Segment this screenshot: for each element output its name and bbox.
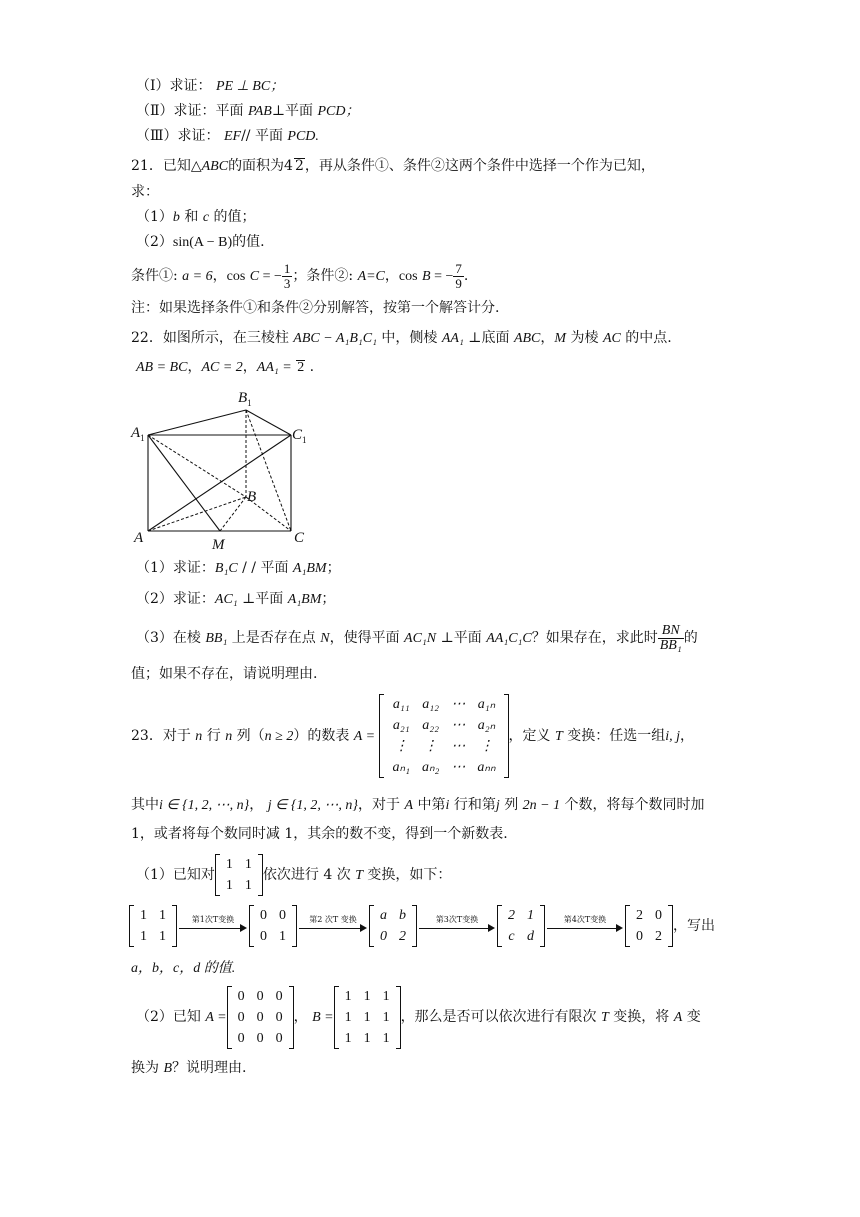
matrix-cell: 1 — [159, 929, 166, 944]
q21-ask: 求： — [131, 184, 159, 200]
matrix-cell: 2 — [508, 908, 515, 923]
matrix-cell: 0 — [256, 988, 264, 1004]
text: 的中点. — [620, 330, 672, 346]
q21-note: 注：如果选择条件①和条件②分别解答，按第一个解答计分. — [131, 300, 500, 316]
matrix-cell: 1 — [140, 929, 147, 944]
q22-sub3 — [136, 620, 698, 657]
q23-sub1-ask — [131, 958, 235, 979]
part-tag: （3）在棱 — [136, 630, 206, 646]
segment-AC1 — [148, 435, 291, 531]
text: 列 — [499, 797, 523, 813]
text: ，再从条件①、条件②这两个条件中选择一个作为已知， — [304, 158, 655, 174]
q22-sub1 — [136, 558, 341, 579]
text: ⊥平面 — [436, 630, 487, 646]
math-expr: N — [320, 631, 330, 646]
matrix-step0 — [129, 905, 177, 947]
math-expr: AA₁ = — [256, 360, 296, 375]
q22-given — [136, 357, 314, 378]
text: ， — [540, 330, 555, 346]
text: 变换，如下： — [362, 867, 452, 883]
q21-conditions: 条件①: a = 6，cos C = − $\frac{1}{3}$ ；条件②: A=C，cos B = − $\frac{7}{9}$ . — [131, 260, 469, 291]
math-expr: ABC − A₁B₁C₁ — [293, 331, 377, 346]
math-expr: M — [554, 331, 567, 346]
text: ？如果存在，求此时 — [531, 630, 658, 646]
text: // 平面 — [241, 128, 283, 144]
math-expr: AA₁C₁C — [486, 631, 532, 646]
matrix-cell: ⋮ — [479, 739, 494, 754]
math-expr: A = — [353, 729, 376, 744]
matrix-row — [232, 1028, 289, 1049]
matrix-cell: ⋮ — [394, 739, 409, 754]
matrix-row — [502, 926, 540, 947]
text: 其中 — [131, 797, 159, 813]
segment-B1C — [246, 410, 291, 531]
math-expr: PE ⊥ BC； — [215, 79, 285, 94]
text: 依次进行 4 次 — [262, 867, 356, 883]
matrix-cell: 1 — [279, 929, 286, 944]
math-expr: A = — [205, 1010, 227, 1025]
math-expr: i ∈ {1, 2, ⋯, n} — [159, 798, 250, 813]
q22-sub2 — [136, 589, 335, 610]
matrix-row — [339, 1007, 396, 1028]
matrix-row — [374, 905, 412, 926]
matrix-ones — [215, 854, 263, 896]
text: 变换，将 — [608, 1009, 674, 1025]
matrix-cell: 0 — [237, 1030, 245, 1046]
question-number: 21． — [131, 158, 163, 174]
math-expr: sin(A − B) — [172, 235, 233, 250]
arrow-step2 — [299, 915, 367, 937]
denominator: 3 — [283, 275, 291, 291]
matrix-cell: 1 — [244, 878, 252, 893]
math-expr: i, j — [665, 729, 681, 744]
matrix-cell: 0 — [279, 908, 286, 923]
part-tag: （1）已知对 — [136, 867, 215, 883]
math-expr: B = — [312, 1010, 334, 1025]
math-expr: c — [202, 210, 210, 225]
arrow-label: 第2 次T 变换 — [309, 915, 357, 924]
math-expr: n — [195, 729, 203, 744]
matrix-cell: b — [399, 908, 406, 923]
matrix-step2 — [369, 905, 417, 947]
matrix-row — [134, 926, 172, 947]
matrix-cell: a₂ₙ — [477, 718, 496, 733]
q23-sub1 — [136, 852, 451, 899]
math-expr: n ≥ 2 — [264, 729, 294, 744]
fraction — [453, 262, 464, 291]
label-B1: $B_1$ — [238, 390, 252, 408]
matrix-cell: 1 — [344, 1009, 352, 1025]
text: ⊥底面 — [463, 330, 514, 346]
q21-sub1 — [136, 207, 256, 228]
math-expr: PCD. — [287, 129, 319, 144]
matrix-cell: 0 — [275, 988, 283, 1004]
matrix-cell: 0 — [275, 1009, 283, 1025]
matrix-cell: 1 — [382, 1009, 390, 1025]
text: ，定义 — [508, 728, 555, 744]
matrix-row — [220, 854, 258, 875]
matrix-cell: 1 — [344, 1030, 352, 1046]
math-expr: A — [404, 798, 414, 813]
q21-stem — [131, 156, 655, 177]
matrix-row — [374, 926, 412, 947]
matrix-cell: aₙ₂ — [421, 760, 440, 775]
text: ⊥平面 — [271, 103, 313, 119]
math-expr: PCD； — [317, 104, 360, 119]
text: ）的数表 — [293, 728, 354, 744]
text: 行 — [202, 728, 226, 744]
math-expr: AA₁ — [441, 331, 464, 346]
math-expr: AC — [602, 331, 621, 346]
arrow-label: 第1次T变换 — [191, 915, 235, 924]
q20-part3 — [136, 126, 319, 147]
matrix-cell: 1 — [382, 988, 390, 1004]
q23-transform-chain — [129, 902, 715, 950]
sqrt-radicand: 2 — [297, 360, 305, 375]
matrix-cell: 0 — [636, 929, 643, 944]
matrix-cell: 2 — [399, 929, 406, 944]
sqrt-radicand: 2 — [294, 158, 304, 174]
prism-figure — [128, 385, 318, 555]
matrix-cell: a — [380, 908, 387, 923]
matrix-B-ones — [334, 986, 401, 1049]
matrix-step1 — [249, 905, 297, 947]
math-expr: AC = 2 — [201, 360, 243, 375]
math-expr: A₁BM — [287, 592, 322, 607]
text: ，使得平面 — [329, 630, 405, 646]
text: 的值. — [232, 234, 265, 250]
text: ， — [293, 1009, 308, 1025]
math-expr: T — [601, 1010, 609, 1025]
text: = − — [430, 269, 454, 284]
text: ，那么是否可以依次进行有限次 — [400, 1009, 602, 1025]
q23-sub2 — [136, 984, 701, 1051]
matrix-cell: 1 — [527, 908, 534, 923]
matrix-cell: ⋯ — [451, 760, 466, 775]
matrix-row — [386, 715, 501, 736]
matrix-row — [339, 1028, 396, 1049]
matrix-cell: 0 — [380, 929, 387, 944]
text: 换为 — [131, 1060, 164, 1076]
label-C1: $C_1$ — [292, 427, 307, 445]
label-A1: $A_1$ — [131, 425, 145, 443]
text: 平面 — [215, 103, 244, 119]
text: ， — [680, 728, 695, 744]
matrix-A-zero — [227, 986, 294, 1049]
text: a，b，c，d 的值. — [131, 961, 236, 976]
numerator: 7 — [455, 260, 462, 276]
math-expr: BB₁ — [205, 631, 228, 646]
label-B: B — [247, 489, 257, 505]
q20-part2 — [136, 101, 359, 122]
part-tag: （Ⅱ）求证： — [136, 103, 216, 119]
matrix-cell: 0 — [275, 1030, 283, 1046]
matrix-cell: ⋯ — [451, 739, 466, 754]
text: ，对于 — [358, 797, 405, 813]
text: 已知△ — [162, 158, 202, 174]
text: ， — [242, 359, 257, 375]
part-tag: （1） — [136, 209, 173, 225]
matrix-cell: 2 — [655, 929, 662, 944]
matrix-cell: 0 — [260, 908, 267, 923]
text: 个数，将每个数同时加 — [560, 797, 705, 813]
text: 条件①: — [131, 268, 183, 284]
math-expr: n — [225, 729, 233, 744]
matrix-row — [232, 986, 289, 1007]
matrix-cell: a₂₂ — [422, 718, 440, 733]
math-expr: A₁BM — [292, 561, 327, 576]
matrix-cell: ⋯ — [451, 718, 466, 733]
part-tag: （Ⅰ）求证： — [136, 78, 212, 94]
question-number: 23． — [131, 728, 163, 744]
matrix-row — [254, 926, 292, 947]
text: 变 — [682, 1009, 701, 1025]
text: 中第 — [413, 797, 446, 813]
text: 行和第 — [449, 797, 496, 813]
matrix-row — [386, 757, 501, 778]
segment-A1B — [148, 435, 246, 497]
part-tag: （2）求证： — [136, 591, 215, 607]
matrix-cell: 1 — [244, 857, 252, 872]
part-tag: （2）已知 — [136, 1009, 206, 1025]
matrix-row — [630, 926, 668, 947]
matrix-cell: 1 — [344, 988, 352, 1004]
q23-stem — [131, 692, 694, 781]
text: 列（ — [232, 728, 265, 744]
text: ，cos — [212, 269, 246, 284]
matrix-row — [386, 694, 501, 715]
question-number: 22． — [131, 330, 163, 346]
text: 变换：任选一组 — [562, 728, 666, 744]
q23-line2 — [131, 795, 705, 816]
arrow-step4 — [547, 915, 623, 937]
arrow-step1 — [179, 915, 247, 937]
numerator: BN — [658, 624, 684, 639]
matrix-cell: 1 — [225, 857, 233, 872]
label-C: C — [294, 530, 305, 546]
math-expr: B — [163, 1061, 173, 1076]
math-expr: PAB — [247, 104, 272, 119]
q23-line3: 1，或者将每个数同时减 1，其余的数不变，得到一个新数表. — [131, 826, 508, 842]
text: 的值； — [209, 209, 256, 225]
denominator: 9 — [455, 275, 462, 291]
matrix-cell: 0 — [256, 1030, 264, 1046]
text: 的 — [683, 630, 698, 646]
math-expr: A — [673, 1010, 683, 1025]
math-expr: ABC — [513, 331, 541, 346]
text: ，cos — [384, 269, 418, 284]
math-expr: B₁C — [214, 561, 238, 576]
matrix-cell: a₁ₙ — [477, 697, 496, 712]
math-expr: T — [555, 729, 563, 744]
edge-AB — [148, 497, 246, 531]
text: ； — [321, 591, 336, 607]
text: 上是否存在点 — [227, 630, 321, 646]
text: 中，侧棱 — [376, 330, 442, 346]
matrix-cell: aₙ₁ — [392, 760, 410, 775]
text: ？说明理由. — [172, 1060, 247, 1076]
math-expr: B — [422, 269, 431, 284]
matrix-cell: 1 — [225, 878, 233, 893]
numerator: 1 — [283, 260, 291, 276]
matrix-cell: 1 — [159, 908, 166, 923]
matrix-cell: 1 — [363, 988, 371, 1004]
matrix-cell: c — [508, 929, 515, 944]
math-expr: A=C — [357, 269, 385, 284]
q23-sub2-cont — [131, 1058, 246, 1079]
matrix-cell: d — [527, 929, 534, 944]
math-expr: j ∈ {1, 2, ⋯, n} — [267, 798, 359, 813]
math-expr: AB = BC — [136, 360, 188, 375]
text: . — [305, 359, 315, 375]
fraction — [282, 262, 293, 291]
matrix-cell: a₁₂ — [422, 697, 440, 712]
text: = − — [259, 269, 282, 284]
matrix-row — [254, 905, 292, 926]
math-expr: b — [172, 210, 180, 225]
matrix-row — [220, 875, 258, 896]
matrix-row — [502, 905, 540, 926]
segment-A1M — [148, 435, 220, 531]
q21-sub2 — [136, 232, 265, 253]
q20-part1 — [136, 76, 284, 97]
matrix-cell: a₂₁ — [392, 718, 410, 733]
text: 对于 — [162, 728, 196, 744]
matrix-row — [232, 1007, 289, 1028]
arrow-label: 第4次T变换 — [563, 915, 607, 924]
matrix-cell: ⋯ — [451, 697, 466, 712]
matrix-cell: 1 — [382, 1030, 390, 1046]
math-expr: C — [249, 269, 260, 284]
matrix-cell: 0 — [260, 929, 267, 944]
text: / / 平面 — [237, 560, 293, 576]
text: 为棱 — [566, 330, 603, 346]
q22-stem — [131, 328, 672, 349]
math-expr: AC₁N — [404, 631, 437, 646]
matrix-cell: 0 — [237, 988, 245, 1004]
text: ， — [187, 359, 202, 375]
denominator: BB₁ — [659, 637, 682, 653]
matrix-cell: 0 — [256, 1009, 264, 1025]
math-expr: i — [445, 798, 450, 813]
matrix-step3 — [497, 905, 545, 947]
label-A: A — [134, 530, 144, 546]
matrix-row — [134, 905, 172, 926]
arrow-label: 第3次T变换 — [435, 915, 479, 924]
fraction — [658, 624, 684, 653]
matrix-cell: ⋮ — [423, 739, 438, 754]
matrix-cell: a₁₁ — [392, 697, 410, 712]
matrix-A-general — [379, 694, 508, 778]
segment-BM — [220, 497, 246, 531]
arrow-step3 — [419, 915, 495, 937]
text: ， — [249, 797, 268, 813]
matrix-cell: 2 — [636, 908, 643, 923]
matrix-cell: aₙₙ — [477, 760, 496, 775]
matrix-cell: 0 — [237, 1009, 245, 1025]
text: ，写出 — [673, 918, 715, 934]
text: 如图所示，在三棱柱 — [162, 330, 294, 346]
text: ⊥平面 — [237, 591, 288, 607]
matrix-row — [386, 736, 501, 757]
edge-B1C1 — [246, 410, 291, 435]
text: ； — [326, 560, 341, 576]
part-tag: （Ⅲ）求证： — [136, 128, 220, 144]
q22-sub3-cont: 值；如果不存在，请说明理由. — [131, 666, 318, 682]
part-tag: （1）求证： — [136, 560, 215, 576]
matrix-cell: 0 — [655, 908, 662, 923]
matrix-row — [339, 986, 396, 1007]
math-expr: T — [355, 868, 363, 883]
matrix-row — [630, 905, 668, 926]
math-expr: AC₁ — [214, 592, 238, 607]
matrix-cell: 1 — [363, 1009, 371, 1025]
matrix-cell: 1 — [363, 1030, 371, 1046]
math-expr: a = 6 — [182, 269, 213, 284]
text: ；条件②: — [292, 268, 358, 284]
matrix-cell: 1 — [140, 908, 147, 923]
matrix-step4 — [625, 905, 673, 947]
text: 和 — [179, 209, 203, 225]
part-tag: （2） — [136, 234, 173, 250]
text: 的面积为4 — [228, 158, 293, 174]
math-expr: j — [495, 798, 500, 813]
math-expr: EF — [223, 129, 242, 144]
math-expr: ABC — [201, 159, 229, 174]
label-M: M — [212, 537, 225, 553]
math-expr: 2n − 1 — [522, 798, 561, 813]
edge-A1B1 — [148, 410, 246, 435]
